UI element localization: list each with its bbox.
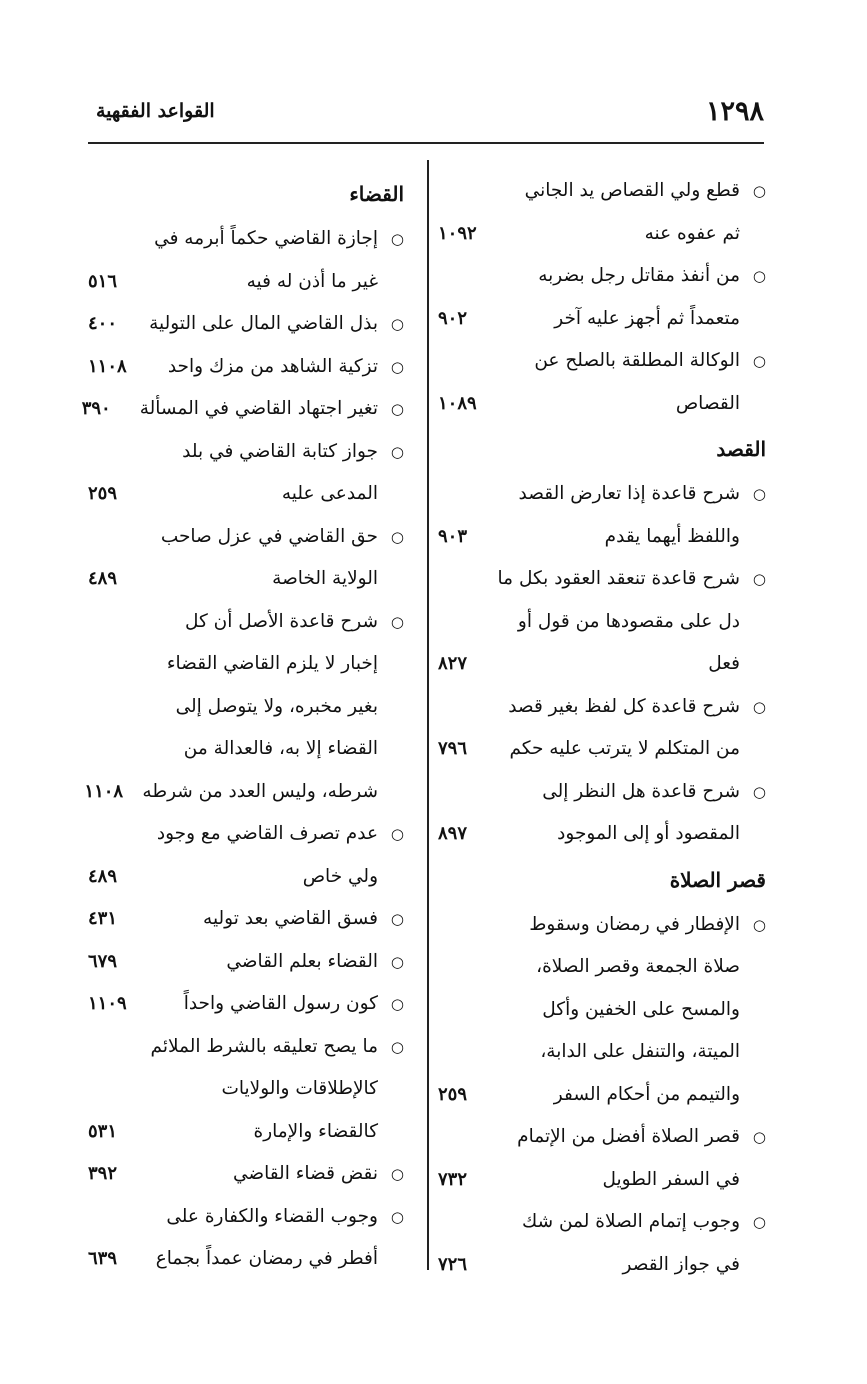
index-entry [88,1026,406,1154]
entry-last-line [438,1159,740,1202]
entry-text: متعمداً ثم أجهز عليه آخر [554,307,740,329]
entry-line [438,340,740,383]
entry-text: كون رسول القاضي واحداً [183,993,378,1014]
entry-text: حق القاضي في عزل صاحب [160,525,378,547]
entry-text: القضاء بعلم القاضي [226,950,378,972]
page-number: ١٢٩٨ [705,96,764,127]
circle-bullet-icon: ○ [390,400,404,418]
entry-text: تغير اجتهاد القاضي في المسألة [139,398,378,419]
section-heading-qasr: قصر الصلاة [669,867,766,892]
circle-bullet-icon: ○ [390,1165,404,1183]
index-entry [438,473,768,558]
entry-last-line [88,1153,378,1196]
entry-text: فسق القاضي بعد توليه [203,908,378,929]
entry-text: المقصود أو إلى الموجود [557,823,740,844]
circle-bullet-icon: ○ [390,442,404,461]
index-entry [88,941,406,984]
page-reference: ١٠٨٩ [438,392,477,414]
index-entry [438,170,768,255]
index-entry [88,983,406,1026]
index-entry [88,1153,406,1196]
entry-text: وجوب القضاء والكفارة على [166,1205,378,1227]
circle-bullet-icon: ○ [390,527,404,546]
entry-line [88,431,378,474]
entry-text: أفطر في رمضان عمداً بجماع [155,1248,378,1269]
entry-last-line [438,728,740,771]
entry-last-line [88,1111,378,1154]
index-entry [438,686,768,771]
entry-line [438,601,740,644]
index-entry [88,898,406,941]
entry-last-line [88,856,378,899]
entry-last-line [88,558,378,601]
circle-bullet-icon: ○ [390,315,404,333]
entry-last-line [438,383,740,426]
index-entry [438,1201,768,1286]
index-entry [438,558,768,686]
page-reference: ٣٩٠ [81,398,111,419]
entry-text: دل على مقصودها من قول أو [517,610,740,632]
circle-bullet-icon: ○ [390,1207,404,1226]
entry-last-line [84,771,378,814]
entry-group-qada [81,218,406,1281]
index-entry [88,431,406,516]
index-entry [438,340,768,425]
circle-bullet-icon: ○ [752,570,766,588]
entry-text: ثم عفوه عنه [644,222,740,244]
entry-line [88,1196,378,1239]
circle-bullet-icon: ○ [752,485,766,503]
entry-last-line [438,516,740,559]
circle-bullet-icon: ○ [752,915,766,934]
entry-line [88,728,378,771]
index-entry [88,218,406,303]
entry-text: غير ما أذن له فيه [246,270,378,292]
entry-line [438,989,740,1032]
circle-bullet-icon: ○ [752,182,766,200]
circle-bullet-icon: ○ [752,1213,766,1231]
page-reference: ٤٨٩ [88,568,118,589]
entry-text: شرح قاعدة كل لفظ بغير قصد [508,695,740,717]
circle-bullet-icon: ○ [390,1037,404,1056]
right-column [438,170,768,1286]
page-reference: ٤٣١ [88,908,118,929]
entry-text: بذل القاضي المال على التولية [149,313,378,334]
entry-text: كالإطلاقات والولايات [221,1078,378,1099]
index-entry [88,813,406,898]
entry-text: عدم تصرف القاضي مع وجود [156,823,378,844]
entry-line [438,771,740,814]
entry-group-qasr [438,904,768,1287]
entry-text: إجازة القاضي حكماً أبرمه في [154,228,378,249]
entry-line [438,473,740,516]
index-entry [81,388,406,431]
entry-text: إخبار لا يلزم القاضي القضاء [166,653,378,674]
entry-line [88,516,378,559]
entry-last-line [438,643,740,686]
circle-bullet-icon: ○ [390,357,404,376]
entry-text: شرح قاعدة هل النظر إلى [542,780,740,802]
page-reference: ٦٣٩ [88,1248,118,1269]
entry-text: من المتكلم لا يترتب عليه حكم [509,738,740,759]
entry-text: شرطه، وليس العدد من شرطه [142,780,378,802]
page-reference: ٥١٦ [88,270,118,292]
entry-text: القصاص [675,392,740,414]
entry-text: بغير مخبره، ولا يتوصل إلى [175,695,378,717]
entry-text: الوكالة المطلقة بالصلح عن [534,350,740,371]
entry-last-line [88,941,378,984]
page-reference: ٧٩٦ [438,738,468,759]
entry-last-line [88,261,378,304]
entry-text: في السفر الطويل [602,1168,740,1190]
entry-line [438,1201,740,1244]
entry-line [88,686,378,729]
entry-text: الإفطار في رمضان وسقوط [529,913,740,935]
entry-text: قطع ولي القصاص يد الجاني [524,180,740,201]
entry-last-line [438,813,740,856]
entry-text: كالقضاء والإمارة [253,1120,378,1142]
page-reference: ٧٣٢ [438,1168,468,1190]
entry-text: والمسح على الخفين وأكل [542,998,740,1020]
circle-bullet-icon: ○ [752,352,766,370]
page-reference: ٢٥٩ [438,1083,468,1105]
entry-text: القضاء إلا به، فالعدالة من [183,738,378,759]
index-entry [88,516,406,601]
index-entry [84,601,406,814]
entry-last-line [88,303,378,346]
page-reference: ٢٥٩ [88,483,118,504]
entry-line [438,170,740,213]
index-entry [438,771,768,856]
page-reference: ٥٣١ [88,1120,118,1142]
circle-bullet-icon: ○ [390,612,404,631]
section-heading-qasd: القصد [716,437,766,461]
entry-text: ولي خاص [302,865,378,887]
circle-bullet-icon: ○ [752,697,766,716]
entry-text: واللفظ أيهما يقدم [604,525,740,547]
entry-line [88,1026,378,1069]
page-reference: ٨٢٧ [438,653,468,674]
book-title: القواعد الفقهية [96,100,215,122]
entry-last-line [438,298,740,341]
circle-bullet-icon: ○ [752,782,766,801]
entry-text: تزكية الشاهد من مزك واحد [167,355,378,377]
entry-group-qasd [438,473,768,856]
entry-text: صلاة الجمعة وقصر الصلاة، [536,956,740,977]
entry-last-line [88,898,378,941]
left-column [81,170,406,1281]
entry-line [438,1116,740,1159]
entry-text: فعل [708,653,740,674]
page-reference: ١٠٩٢ [438,222,477,244]
index-entry [438,904,768,1117]
index-entry [438,255,768,340]
page-reference: ٤٠٠ [88,313,118,334]
circle-bullet-icon: ○ [390,230,404,248]
page-reference: ١١٠٩ [88,993,127,1014]
entry-last-line [438,1244,740,1287]
page-reference: ٩٠٢ [438,307,468,329]
index-entry [88,303,406,346]
circle-bullet-icon: ○ [752,1128,766,1146]
entry-text: شرح قاعدة تنعقد العقود بكل ما [497,568,740,589]
entry-line [88,643,378,686]
entry-line [438,904,740,947]
entry-text: المدعى عليه [281,483,378,504]
entry-line [438,558,740,601]
entry-text: جواز كتابة القاضي في بلد [182,440,378,462]
circle-bullet-icon: ○ [390,952,404,971]
entry-line [88,1068,378,1111]
entry-text: والتيمم من أحكام السفر [553,1083,740,1105]
entry-last-line [88,1238,378,1281]
circle-bullet-icon: ○ [390,910,404,928]
entry-text: شرح قاعدة الأصل أن كل [184,610,378,632]
column-divider [427,160,429,1270]
index-entry [438,1116,768,1201]
entry-line [88,601,378,644]
header-rule [88,142,764,144]
circle-bullet-icon: ○ [390,995,404,1013]
index-entry [88,346,406,389]
page-reference: ٦٧٩ [88,950,118,972]
page-reference: ١١٠٨ [84,780,124,802]
entry-line [88,218,378,261]
entry-text: من أنفذ مقاتل رجل بضربه [538,265,740,286]
entry-text: نقض قضاء القاضي [232,1163,378,1184]
entry-line [438,1031,740,1074]
entry-text: الولاية الخاصة [272,568,378,589]
entry-last-line [88,473,378,516]
page-reference: ٨٩٧ [438,823,468,844]
page-reference: ٣٩٢ [88,1163,118,1184]
entry-last-line [88,983,378,1026]
entry-group-top [438,170,768,425]
entry-text: في جواز القصر [622,1253,740,1275]
entry-text: شرح قاعدة إذا تعارض القصد [518,483,740,504]
page-reference: ٤٨٩ [88,865,118,887]
entry-text: قصر الصلاة أفضل من الإتمام [517,1126,740,1147]
circle-bullet-icon: ○ [752,267,766,285]
page-reference: ٧٢٦ [438,1253,468,1275]
page-reference: ٩٠٣ [438,525,468,547]
entry-text: وجوب إتمام الصلاة لمن شك [522,1211,740,1232]
entry-last-line [88,346,378,389]
entry-last-line [438,213,740,256]
index-entry [88,1196,406,1281]
circle-bullet-icon: ○ [390,825,404,843]
entry-line [438,946,740,989]
entry-last-line [81,388,378,431]
entry-line [88,813,378,856]
entry-last-line [438,1074,740,1117]
page-reference: ١١٠٨ [88,355,127,377]
section-heading-qada: القضاء [349,182,404,206]
entry-line [438,686,740,729]
entry-text: الميتة، والتنفل على الدابة، [540,1041,740,1062]
entry-text: ما يصح تعليقه بالشرط الملائم [150,1035,378,1057]
page-header [88,92,764,138]
entry-line [438,255,740,298]
